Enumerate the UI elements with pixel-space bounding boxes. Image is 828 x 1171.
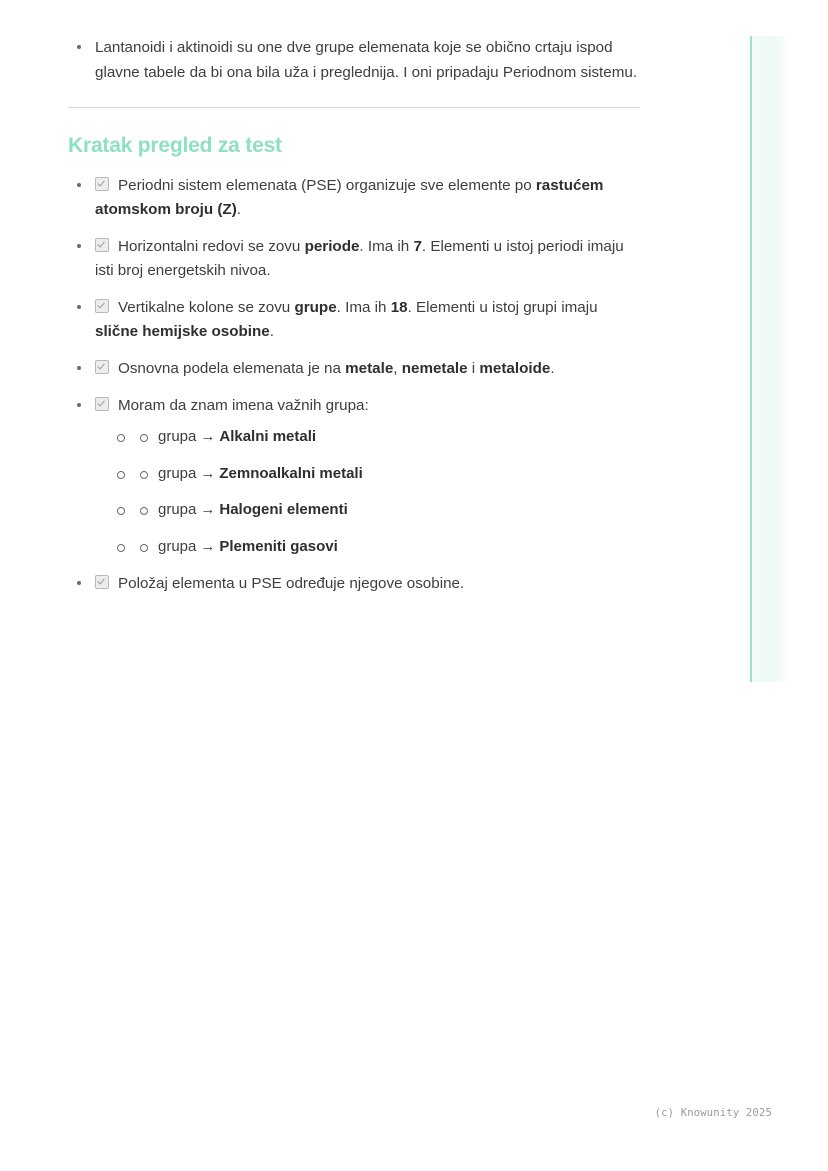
plain-text: . [269,323,274,341]
arrow-right-icon: → [200,537,216,555]
emphasis-text: metale [345,360,394,378]
bullet-dot-icon [77,581,81,585]
bullet-dot-icon [77,244,81,248]
checklist-item [68,235,640,283]
list-item [95,463,640,486]
hollow-bullet-icon [117,471,125,479]
footer-copyright: (c) Knowunity 2025 [654,1107,772,1119]
group-label: grupa [158,537,197,555]
checkbox-checked-icon[interactable] [95,238,109,252]
plain-text: . Elementi u istoj periodi imaju isti broj energetskih nivoa. [95,238,624,280]
emphasis-text: 7 [413,238,422,256]
group-name-value: Alkalni metali [219,428,317,446]
hollow-bullet-icon [117,544,125,552]
checklist-item [68,296,640,344]
decorative-edge-strip [750,36,790,682]
checklist-item-text [118,575,464,592]
intro-bullet-list [68,36,640,85]
list-item [95,426,640,449]
plain-text: . Elementi u istoj grupi imaju [407,299,598,317]
checkbox-checked-icon[interactable] [95,575,109,589]
checkbox-checked-icon[interactable] [95,177,109,191]
sublist-item-text [158,463,363,486]
section-divider [68,107,640,108]
plain-text: Vertikalne kolone se zovu [118,299,295,317]
bullet-dot-icon [77,183,81,187]
checklist-item-text [95,177,603,218]
bullet-dot-icon [77,45,81,49]
list-item [95,499,640,522]
plain-text: . Ima ih [336,299,391,317]
bullet-dot-icon [77,366,81,370]
group-label: grupa [158,428,197,446]
checkbox-checked-icon[interactable] [95,397,109,411]
emphasis-text: slične hemijske osobine [95,323,270,341]
checkbox-checked-icon[interactable] [95,360,109,374]
checklist-item [68,572,640,596]
hollow-bullet-inner-icon [140,507,148,515]
bullet-dot-icon [77,305,81,309]
emphasis-text: rastućem atomskom broju (Z) [95,177,604,219]
document-content [68,36,640,609]
group-name-value: Zemnoalkalni metali [219,464,363,482]
sublist-item-text [158,426,316,449]
plain-text: Horizontalni redovi se zovu [118,238,305,256]
emphasis-text: grupe [294,299,337,317]
plain-text: . [550,360,555,378]
emphasis-text: 18 [390,299,408,317]
checklist-item-text [118,397,369,414]
checklist-item [68,394,640,558]
group-names-sublist [95,426,640,558]
intro-bullet-text: Lantanoidi i aktinoidi su one dve grupe elemenata koje se obično crtaju ispod glavne tabele da bi ona bila uža i preglednija. I oni pripadaju Periodnom sistemu. [95,39,638,81]
plain-text: . Ima ih [359,238,414,256]
plain-text: Osnovna podela elemenata je na [118,360,346,378]
arrow-right-icon: → [200,501,216,519]
arrow-right-icon: → [200,464,216,482]
checklist-item [68,174,640,222]
emphasis-text: periode [304,238,360,256]
sublist-item-text [158,536,338,559]
checkbox-checked-icon[interactable] [95,299,109,313]
plain-text: Periodni sistem elemenata (PSE) organizuje sve elemente po [118,177,536,195]
arrow-right-icon: → [200,428,216,446]
list-item [68,36,640,85]
bullet-dot-icon [77,403,81,407]
group-label: grupa [158,501,197,519]
plain-text: , [393,360,402,378]
hollow-bullet-icon [117,507,125,515]
plain-text: . [236,201,241,219]
plain-text: Moram da znam imena važnih grupa: [118,397,369,415]
hollow-bullet-inner-icon [140,471,148,479]
checklist-item [68,357,640,381]
checklist [68,174,640,596]
emphasis-text: nemetale [401,360,468,378]
hollow-bullet-inner-icon [140,544,148,552]
group-label: grupa [158,464,197,482]
checklist-item-text [95,238,624,279]
checklist-item-text [95,299,598,340]
plain-text: Položaj elementa u PSE određuje njegove osobine. [118,575,465,593]
hollow-bullet-inner-icon [140,434,148,442]
emphasis-text: metaloide [479,360,551,378]
list-item [95,536,640,559]
hollow-bullet-icon [117,434,125,442]
sublist-item-text [158,499,348,522]
plain-text: i [467,360,480,378]
group-name-value: Plemeniti gasovi [219,537,338,555]
group-name-value: Halogeni elementi [219,501,348,519]
page-title: Kratak pregled za test [68,134,282,158]
checklist-item-text [118,360,555,377]
